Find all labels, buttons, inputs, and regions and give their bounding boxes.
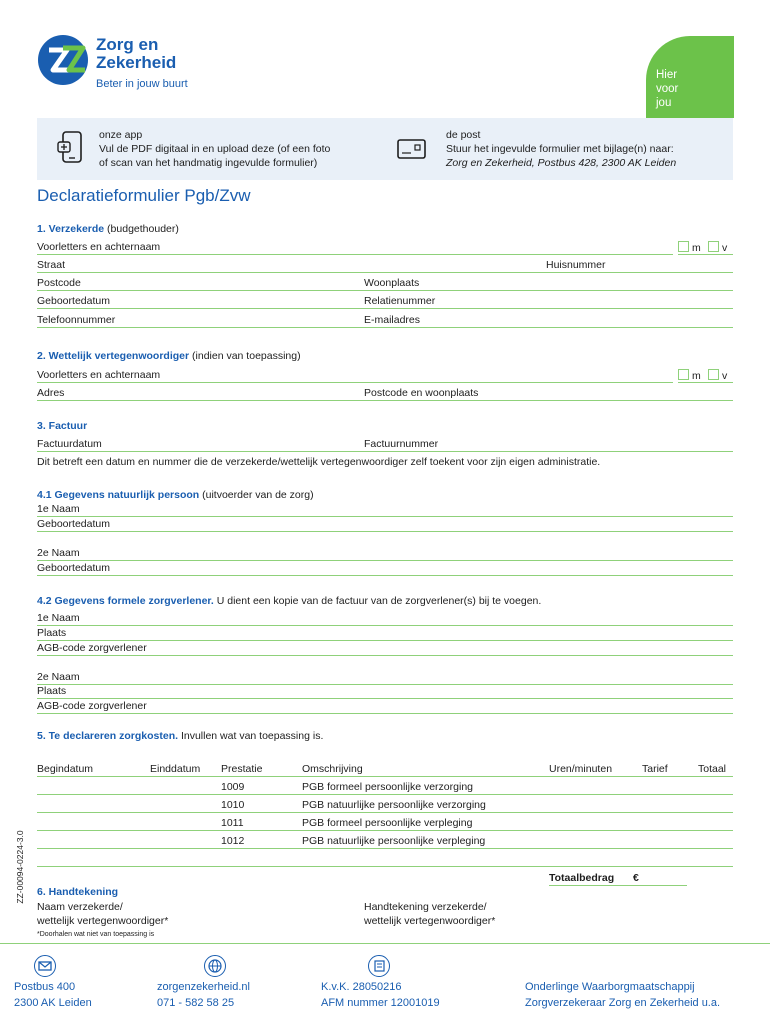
row-1-code: 1009	[221, 781, 245, 793]
envelope-icon	[397, 138, 427, 160]
tagline: Beter in jouw buurt	[96, 78, 188, 90]
provider-agb-2-label: AGB-code zorgverlener	[37, 700, 147, 712]
provider-place-1-label: Plaats	[37, 627, 67, 639]
provider-place-1-field[interactable]	[37, 640, 733, 641]
insured-name-label: Voorletters en achternaam	[37, 241, 161, 253]
app-line-1: Vul de PDF digitaal in en upload deze (of een foto	[99, 143, 331, 155]
invoice-number-label: Factuurnummer	[364, 438, 439, 450]
email-label: E-mailadres	[364, 314, 421, 326]
signature-note: *Doorhalen wat niet van toepassing is	[37, 931, 155, 938]
row-4-code: 1012	[221, 835, 245, 847]
rule	[37, 776, 733, 777]
rep-gender-v-checkbox[interactable]: v	[708, 369, 727, 382]
person-name-1-label: 1e Naam	[37, 503, 80, 515]
section-4-2-heading: 4.2 Gegevens formele zorgverlener. U dient een kopie van de factuur van de zorgverlener(s) bij te voegen.	[37, 595, 542, 607]
postcode-city-label: Postcode en woonplaats	[364, 387, 479, 399]
mail-icon	[34, 955, 56, 977]
person-name-2-label: 2e Naam	[37, 547, 80, 559]
insured-name-field[interactable]	[37, 254, 673, 255]
sig-name-label-2: wettelijk vertegenwoordiger*	[37, 915, 169, 927]
provider-name-1-field[interactable]	[37, 625, 733, 626]
phone-label: Telefoonnummer	[37, 314, 116, 326]
footer-contact[interactable]: zorgenzekerheid.nl 071 - 582 58 25	[157, 981, 250, 1009]
rule	[678, 382, 733, 383]
rep-name-field[interactable]	[37, 382, 673, 383]
gender-v-checkbox[interactable]: v	[708, 241, 727, 254]
postcode-label: Postcode	[37, 277, 81, 289]
provider-name-1-label: 1e Naam	[37, 612, 80, 624]
sig-name-label-1: Naam verzekerde/	[37, 901, 123, 913]
rule	[678, 254, 733, 255]
row-1-desc: PGB formeel persoonlijke verzorging	[302, 781, 473, 793]
total-label: Totaalbedrag	[549, 872, 615, 884]
globe-icon	[204, 955, 226, 977]
person-name-2-field[interactable]	[37, 560, 733, 561]
provider-agb-1-label: AGB-code zorgverlener	[37, 642, 147, 654]
logo	[37, 34, 89, 86]
provider-agb-2-field[interactable]	[37, 713, 733, 714]
section-5-heading: 5. Te declareren zorgkosten. Invullen wat van toepassing is.	[37, 730, 324, 742]
street-label: Straat	[37, 259, 66, 271]
hier-voor-jou-badge: Hier voor jou	[646, 36, 734, 118]
app-title: onze app	[99, 129, 143, 141]
address-label: Adres	[37, 387, 65, 399]
currency-sign: €	[633, 872, 639, 884]
provider-name-2-field[interactable]	[37, 684, 733, 685]
row-4-desc: PGB natuurlijke persoonlijke verpleging	[302, 835, 486, 847]
table-row[interactable]	[37, 812, 733, 813]
brand-name: Zorg en Zekerheid	[96, 35, 177, 72]
col-begindatum: Begindatum	[37, 763, 94, 775]
gender-m-checkbox[interactable]: m	[678, 241, 701, 254]
zz-logo-icon	[37, 34, 89, 86]
person-dob-2-label: Geboortedatum	[37, 562, 110, 574]
address-field[interactable]	[37, 400, 733, 401]
section-4-1-heading: 4.1 Gegevens natuurlijk persoon (uitvoerder van de zorg)	[37, 489, 314, 501]
section-1-heading: 1. Verzekerde (budgethouder)	[37, 223, 179, 235]
app-line-2: of scan van het handmatig ingevulde formulier)	[99, 157, 318, 169]
signature-label-1: Handtekening verzekerde/	[364, 901, 487, 913]
invoice-field[interactable]	[37, 451, 733, 452]
row-3-desc: PGB formeel persoonlijke verpleging	[302, 817, 473, 829]
col-totaal: Totaal	[698, 763, 727, 775]
total-field[interactable]	[549, 885, 687, 886]
house-number-label: Huisnummer	[546, 259, 606, 271]
col-einddatum: Einddatum	[150, 763, 201, 775]
footer-address: Postbus 400 2300 AK Leiden	[14, 981, 92, 1009]
submission-info-box	[37, 118, 733, 180]
footer-divider	[0, 943, 770, 944]
relation-number-label: Relatienummer	[364, 295, 436, 307]
post-line-2: Zorg en Zekerheid, Postbus 428, 2300 AK Leiden	[446, 157, 677, 169]
signature-label-2: wettelijk vertegenwoordiger*	[364, 915, 496, 927]
provider-name-2-label: 2e Naam	[37, 671, 80, 683]
section-3-heading: 3. Factuur	[37, 420, 88, 432]
table-row[interactable]	[37, 794, 733, 795]
dob-field[interactable]	[37, 308, 733, 309]
person-dob-1-label: Geboortedatum	[37, 518, 110, 530]
rep-name-label: Voorletters en achternaam	[37, 369, 161, 381]
col-omschrijving: Omschrijving	[302, 763, 363, 775]
table-row[interactable]	[37, 830, 733, 831]
footer-registration: K.v.K. 28050216 AFM nummer 12001019	[321, 981, 440, 1009]
invoice-date-label: Factuurdatum	[37, 438, 102, 450]
row-2-desc: PGB natuurlijke persoonlijke verzorging	[302, 799, 486, 811]
person-dob-1-field[interactable]	[37, 531, 733, 532]
post-line-1: Stuur het ingevulde formulier met bijlage(n) naar:	[446, 143, 674, 155]
provider-agb-1-field[interactable]	[37, 655, 733, 656]
rep-gender-m-checkbox[interactable]: m	[678, 369, 701, 382]
col-uren: Uren/minuten	[549, 763, 613, 775]
col-tarief: Tarief	[642, 763, 668, 775]
building-icon	[368, 955, 390, 977]
post-title: de post	[446, 129, 481, 141]
table-row[interactable]	[37, 848, 733, 849]
invoice-note: Dit betreft een datum en nummer die de verzekerde/wettelijk vertegenwoordiger zelf toekent voor zijn eigen administratie.	[37, 456, 601, 468]
row-2-code: 1010	[221, 799, 245, 811]
dob-label: Geboortedatum	[37, 295, 110, 307]
street-field[interactable]	[37, 272, 733, 273]
person-dob-2-field[interactable]	[37, 575, 733, 576]
phone-field[interactable]	[37, 327, 733, 328]
row-3-code: 1011	[221, 817, 244, 829]
provider-place-2-field[interactable]	[37, 698, 733, 699]
table-row[interactable]	[37, 866, 733, 867]
form-title: Declaratieformulier Pgb/Zvw	[37, 186, 251, 205]
col-prestatie: Prestatie	[221, 763, 263, 775]
person-name-1-field[interactable]	[37, 516, 733, 517]
form-code: ZZ-00094-0224-3.0	[15, 830, 25, 904]
footer-company: Onderlinge Waarborgmaatschappij Zorgverzekeraar Zorg en Zekerheid u.a.	[525, 981, 721, 1009]
section-6-heading: 6. Handtekening	[37, 886, 119, 898]
provider-place-2-label: Plaats	[37, 685, 67, 697]
city-label: Woonplaats	[364, 277, 420, 289]
postcode-field[interactable]	[37, 290, 733, 291]
section-2-heading: 2. Wettelijk vertegenwoordiger (indien van toepassing)	[37, 350, 301, 362]
phone-upload-icon	[57, 130, 89, 166]
